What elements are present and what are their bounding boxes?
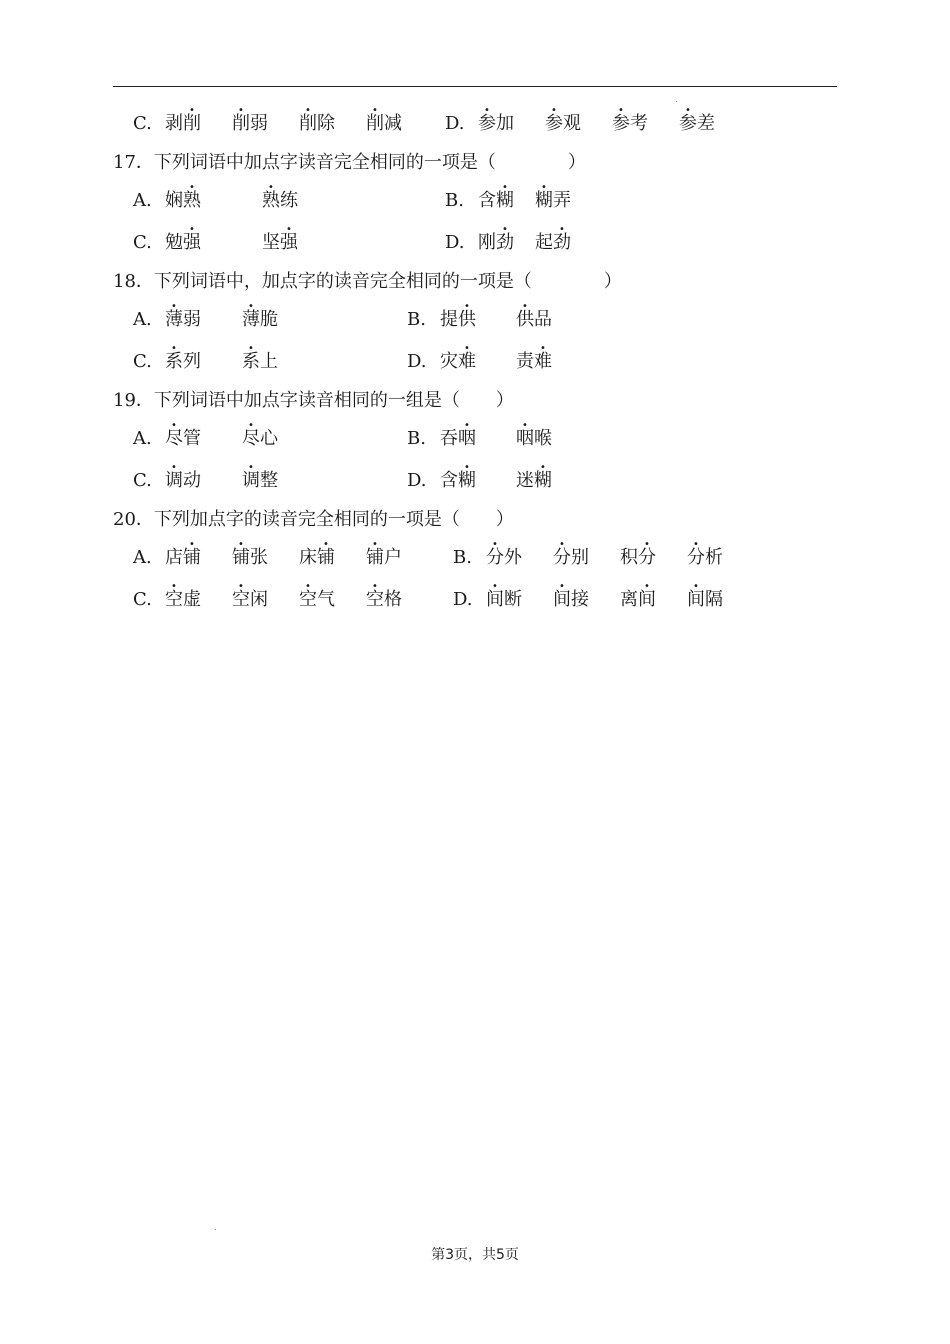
q16-d-word-1: 参加 • [478, 105, 514, 134]
q20-d-word-2: 间接 • [553, 581, 589, 610]
emphasis-dot: • [464, 462, 470, 473]
emphasis-dot: • [171, 462, 177, 473]
q20-c-word-3: 空气 • [299, 581, 335, 610]
emphasis-dot: • [238, 105, 244, 116]
header-rule [113, 86, 837, 87]
emphasis-dot: • [248, 420, 254, 431]
q16-d-word-2: 参观 • [545, 105, 581, 134]
q20-a-word-4: 铺户 • [366, 539, 402, 568]
page-footer: 第3页，共5页 [431, 1247, 519, 1263]
q19-option-b-label: B. [407, 428, 426, 449]
q17-option-a-label: A. [133, 190, 152, 211]
q20-b-word-4: 分析 • [687, 539, 723, 568]
emphasis-dot: • [540, 462, 546, 473]
q20-c-word-4: 空格 • [366, 581, 402, 610]
emphasis-dot: • [693, 539, 699, 550]
q18-c-word-2: 系上 • [242, 343, 278, 372]
q18-option-d-label: D. [407, 351, 427, 372]
q20-d-word-4: 间隔 • [687, 581, 723, 610]
q19-a-word-2: 尽心 • [242, 420, 278, 449]
q18-option-c-label: C. [133, 351, 152, 372]
q16-c-word-1: 剥削 • [165, 105, 201, 134]
emphasis-dot: • [492, 539, 498, 550]
emphasis-dot: • [492, 581, 498, 592]
emphasis-dot: • [189, 539, 195, 550]
emphasis-dot: • [238, 539, 244, 550]
q17-d-word-2: 起劲 • [535, 224, 571, 253]
q18-a-word-2: 薄脆 • [242, 301, 278, 330]
emphasis-dot: • [248, 301, 254, 312]
q18-c-word-1: 系列 • [165, 343, 201, 372]
emphasis-dot: • [171, 581, 177, 592]
emphasis-dot: • [693, 581, 699, 592]
scan-speck [215, 1229, 216, 1230]
q20-a-word-2: 铺张 • [232, 539, 268, 568]
q17-stem: 17．下列词语中加点字读音完全相同的一项是（ ） [113, 152, 586, 173]
q17-b-word-1: 含糊 • [478, 182, 514, 211]
q20-b-word-1: 分外 • [486, 539, 522, 568]
emphasis-dot: • [286, 224, 292, 235]
emphasis-dot: • [189, 105, 195, 116]
q18-b-word-2: 供品 • [516, 301, 552, 330]
emphasis-dot: • [171, 301, 177, 312]
q16-c-word-2: 削弱 • [232, 105, 268, 134]
emphasis-dot: • [559, 581, 565, 592]
emphasis-dot: • [464, 343, 470, 354]
q16-option-c-label: C. [133, 113, 152, 134]
q19-option-d-label: D. [407, 470, 427, 491]
q18-b-word-1: 提供 • [440, 301, 476, 330]
emphasis-dot: • [171, 343, 177, 354]
q16-d-word-4: 参差 • [679, 105, 715, 134]
q19-c-word-1: 调动 • [165, 462, 201, 491]
q19-option-c-label: C. [133, 470, 152, 491]
q20-d-word-3: 离间 • [620, 581, 656, 610]
q20-option-d-label: D. [453, 589, 473, 610]
emphasis-dot: • [464, 420, 470, 431]
q19-d-word-1: 含糊 • [440, 462, 476, 491]
q19-a-word-1: 尽管 • [165, 420, 201, 449]
q20-a-word-1: 店铺 • [165, 539, 201, 568]
q18-a-word-1: 薄弱 • [165, 301, 201, 330]
emphasis-dot: • [464, 301, 470, 312]
q19-stem: 19．下列词语中加点字读音相同的一组是（ ） [113, 390, 514, 411]
q18-d-word-2: 责难 • [516, 343, 552, 372]
q19-b-word-2: 咽喉 • [516, 420, 552, 449]
emphasis-dot: • [540, 343, 546, 354]
q17-c-word-1: 勉强 • [165, 224, 201, 253]
emphasis-dot: • [644, 539, 650, 550]
q18-stem: 18．下列词语中，加点字的读音完全相同的一项是（ ） [113, 271, 622, 292]
emphasis-dot: • [372, 581, 378, 592]
q17-a-word-2: 熟练 • [262, 182, 298, 211]
emphasis-dot: • [248, 462, 254, 473]
q20-c-word-2: 空闲 • [232, 581, 268, 610]
q17-option-c-label: C. [133, 232, 152, 253]
q17-option-d-label: D. [445, 232, 465, 253]
q16-option-d-label: D. [445, 113, 465, 134]
q18-option-a-label: A. [133, 309, 152, 330]
q17-d-word-1: 刚劲 • [478, 224, 514, 253]
q20-option-b-label: B. [453, 547, 472, 568]
q19-c-word-2: 调整 • [242, 462, 278, 491]
q20-option-a-label: A. [133, 547, 152, 568]
q16-c-word-3: 削除 • [299, 105, 335, 134]
emphasis-dot: • [502, 224, 508, 235]
emphasis-dot: • [171, 420, 177, 431]
q20-c-word-1: 空虚 • [165, 581, 201, 610]
q20-b-word-3: 积分 • [620, 539, 656, 568]
q20-stem: 20．下列加点字的读音完全相同的一项是（ ） [113, 509, 514, 530]
q20-a-word-3: 床铺 • [299, 539, 335, 568]
emphasis-dot: • [685, 105, 691, 116]
emphasis-dot: • [484, 105, 490, 116]
q17-b-word-2: 糊弄 • [535, 182, 571, 211]
q17-a-word-1: 娴熟 • [165, 182, 201, 211]
emphasis-dot: • [189, 224, 195, 235]
emphasis-dot: • [522, 301, 528, 312]
scan-speck [676, 101, 677, 102]
emphasis-dot: • [323, 539, 329, 550]
emphasis-dot: • [541, 182, 547, 193]
emphasis-dot: • [305, 105, 311, 116]
emphasis-dot: • [372, 105, 378, 116]
emphasis-dot: • [644, 581, 650, 592]
emphasis-dot: • [618, 105, 624, 116]
q19-b-word-1: 吞咽 • [440, 420, 476, 449]
q20-b-word-2: 分别 • [553, 539, 589, 568]
emphasis-dot: • [559, 224, 565, 235]
emphasis-dot: • [372, 539, 378, 550]
emphasis-dot: • [268, 182, 274, 193]
emphasis-dot: • [551, 105, 557, 116]
q20-option-c-label: C. [133, 589, 152, 610]
q18-d-word-1: 灾难 • [440, 343, 476, 372]
q16-d-word-3: 参考 • [612, 105, 648, 134]
q19-option-a-label: A. [133, 428, 152, 449]
emphasis-dot: • [248, 343, 254, 354]
emphasis-dot: • [522, 420, 528, 431]
emphasis-dot: • [238, 581, 244, 592]
emphasis-dot: • [559, 539, 565, 550]
q17-option-b-label: B. [445, 190, 464, 211]
q18-option-b-label: B. [407, 309, 426, 330]
q20-d-word-1: 间断 • [486, 581, 522, 610]
emphasis-dot: • [502, 182, 508, 193]
q16-c-word-4: 削减 • [366, 105, 402, 134]
emphasis-dot: • [305, 581, 311, 592]
emphasis-dot: • [189, 182, 195, 193]
q19-d-word-2: 迷糊 • [516, 462, 552, 491]
q17-c-word-2: 坚强 • [262, 224, 298, 253]
